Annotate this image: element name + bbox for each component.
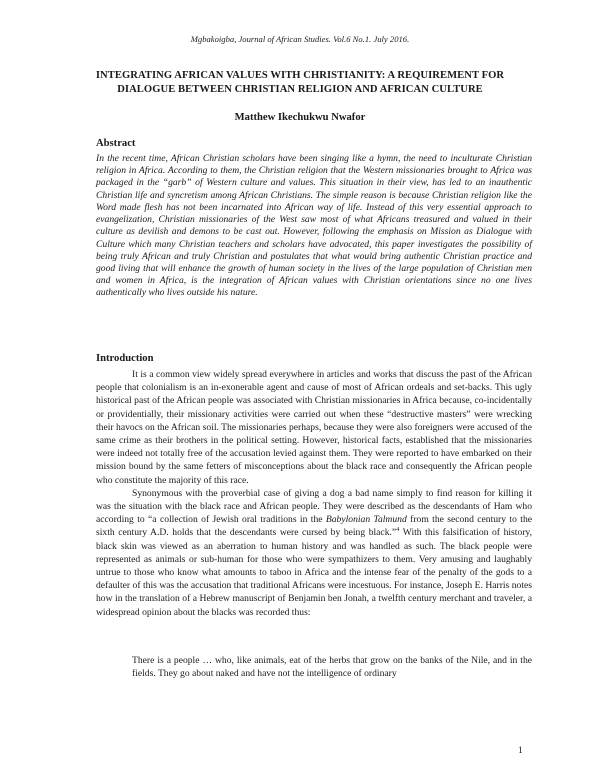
intro-paragraph-2-part-c: With this falsification of history, black skin was viewed as an aberration to human history and was handled as such. The black people were represented as animals or sub-human for those who were sympathizers to them. Very amusing and laughably untrue to those who know what amounts to taboo in Africa and the intense fear of the penalty of the gods to a defaulter of this was the accusation that traditional Africans were incestuous. For instance, Joseph E. Harris notes how in the translation of a Hebrew manuscript of Benjamin ben Jonah, a twelfth century merchant and traveler, a widespread opinion about the blacks was recorded thus:: [96, 527, 533, 618]
page-number: 1: [518, 745, 523, 756]
abstract-text: In the recent time, African Christian scholars have been singing like a hymn, the need to inculturate Christian religion in Africa. According to them, the Christian religion that the Western missionaries brought to Africa was packaged in the “garb” of Western culture and values. This situation in their view, has led to an inauthentic Christian life and syncretism among African Christians. The simple reason is because Christian religion like the Word made flesh has not been incarnated into African way of life. Instead of this very essential approach to evangelization, Christian missionaries of the West saw most of what Africans treasured and valued in their culture as devilish and demons to be cast out. However, following the emphasis on Mission as Dialogue with Culture which many Christian teachers and scholars have advocated, this paper investigates the possibility of being truly African and truly Christian and postulates that what would bring authentic Christian practice and good living that will enhance the growth of human society in the lives of the large population of Christian men and women in Africa, is the integration of African values with Christian orientations since no one lives authentically who lives outside his nature.: [96, 153, 532, 299]
paper-title: INTEGRATING AFRICAN VALUES WITH CHRISTIANITY: A REQUIREMENT FOR DIALOGUE BETWEEN CHRISTIAN RELIGION AND AFRICAN CULTURE: [95, 70, 505, 95]
talmud-title: Babylonian Talmund: [325, 514, 407, 526]
abstract-heading: Abstract: [96, 138, 136, 149]
footnote-reference[interactable]: 4: [396, 526, 400, 534]
journal-header: Mgbakoigba, Journal of African Studies. Vol.6 No.1. July 2016.: [190, 34, 410, 44]
intro-paragraph-2: [96, 487, 532, 619]
introduction-heading: Introduction: [96, 353, 154, 364]
intro-paragraph-1: It is a common view widely spread everywhere in articles and works that discuss the past of the African people that colonialism is an in-exonerable agent and cause of most of African ordeals and set-backs. This ugly historical past of the African people was associated with Christian missionaries in Africa because, co-incidentally or providentially, their missionary activities were carried out when these “destructive masters” were wrecking their havocs on the African soil. The missionaries perhaps, because they were also foreigners were accused of the same crime as their brothers in the political setting. However, historical facts, established that the missionaries were indeed not totally free of the accusation levied against them. They were reported to have embarked on their mission bound by the same fetters of misconceptions about the black race and consequently the African people who constitute the majority of this race.: [96, 369, 532, 486]
block-quote: There is a people … who, like animals, eat of the herbs that grow on the banks of the Nile, and in the fields. They go about naked and have not the intelligence of ordinary: [132, 655, 532, 680]
author-name: Matthew Ikechukwu Nwafor: [234, 112, 366, 123]
introduction-body: [96, 368, 532, 619]
intro-paragraph-2-part-a: Synonymous with the proverbial case of giving a dog a bad name simply to find reason for killing it was the situation with the black race and African people. They were described as the descendants of Ham who according to “a collection of Jewish oral traditions in the: [96, 487, 532, 526]
intro-paragraph-2-part-b: from the second century to the sixth century A.D. holds that the descendants were cursed by being black.”: [96, 514, 532, 539]
